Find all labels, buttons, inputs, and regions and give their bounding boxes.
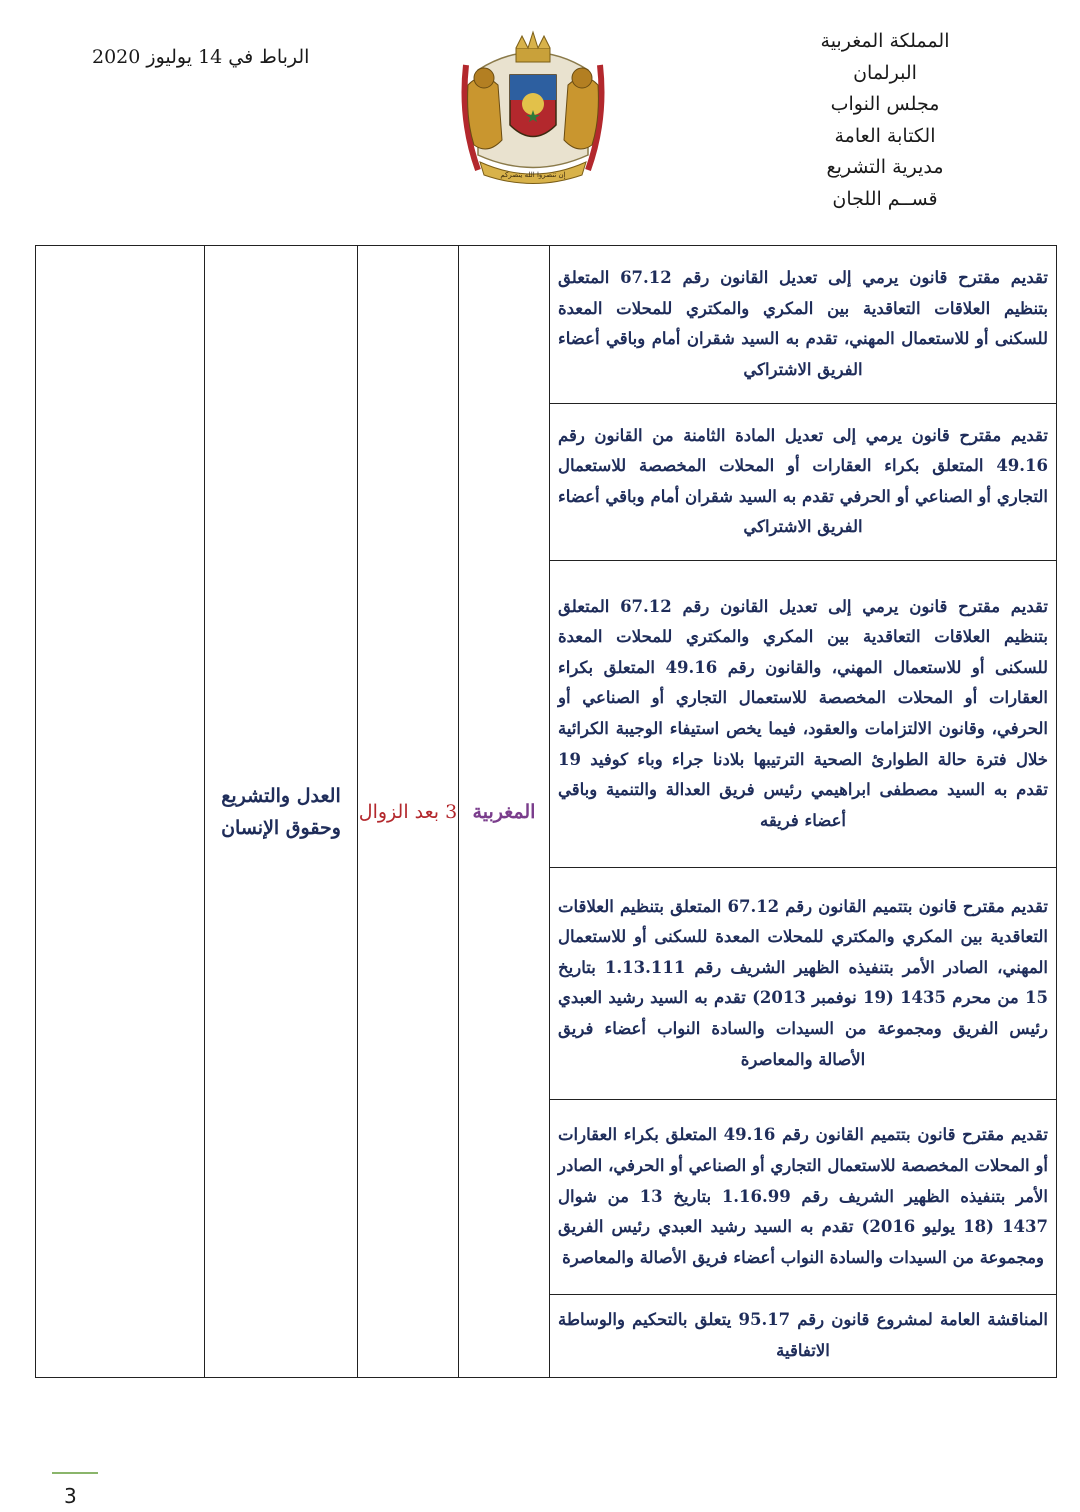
page-number: 3 [64,1484,77,1508]
agenda-table [35,245,1057,1378]
coat-of-arms-emblem [458,30,608,190]
footer-rule [52,1472,98,1474]
organization-header [780,26,990,215]
org-line-directorate: مديرية التشريع [826,156,944,178]
emblem-shield [510,75,556,137]
empty-cell [36,246,205,1378]
agenda-item-4: تقديم مقترح قانون بتتميم القانون رقم 67.12 المتعلق بتنظيم العلاقات التعاقدية بين المكري والمكتري للمحلات المعدة للسكنى أو للاستعمال المهني، الصادر الأمر بتنفيذه الظهير الشريف رقم 1.13.111 بتاريخ 15 من محرم 1435 (19 نوفمبر 2013) تقدم به السيد رشيد العبدي رئيس الفريق ومجموعة من السيدات والسادة النواب أعضاء فريق الأصالة والمعاصرة [550,867,1057,1099]
agenda-item-6: المناقشة العامة لمشروع قانون رقم 95.17 يتعلق بالتحكيم والوساطة الاتفاقية [550,1294,1057,1377]
org-line-house: مجلس النواب [830,93,940,115]
org-line-committees: قســم اللجان [832,187,938,210]
hall-cell: المغربية [459,246,550,1378]
time-cell: 3 بعد الزوال [358,246,459,1378]
committee-cell: العدل والتشريع وحقوق الإنسان [205,246,358,1378]
org-line-secretariat: الكتابة العامة [834,124,936,147]
agenda-item-3: تقديم مقترح قانون يرمي إلى تعديل القانون رقم 67.12 المتعلق بتنظيم العلاقات التعاقدية بين المكري والمكتري للمحلات المعدة للسكنى أو للاستعمال المهني، والقانون رقم 49.16 المتعلق بكراء العقارات أو المحلات المخصصة للاستعمال التجاري أو الصناعي أو الحرفي، وقانون الالتزامات والعقود، فيما يخص استيفاء الوجيبة الكرائية خلال فترة حالة الطوارئ الصحية الترتيبها بلادنا جراء وباء كوفيد 19 تقدم به السيد مصطفى ابراهيمي رئيس فريق العدالة والتنمية وباقي أعضاء فريقه [550,561,1057,868]
emblem-motto: إن تنصروا الله ينصركم [500,171,566,179]
org-line-parliament: البرلمان [853,61,917,84]
document-date: الرباط في 14 يوليوز 2020 [92,46,310,68]
agenda-row [36,246,1057,404]
org-line-kingdom: المملكة المغربية [820,30,950,52]
emblem-crown [516,32,550,62]
agenda-item-5: تقديم مقترح قانون بتتميم القانون رقم 49.16 المتعلق بكراء العقارات أو المحلات المخصصة للاستعمال التجاري أو الصناعي أو الحرفي، الصادر الأمر بتنفيذه الظهير الشريف رقم 1.16.99 بتاريخ 13 من شوال 1437 (18 يوليو 2016) تقدم به السيد رشيد العبدي رئيس الفريق ومجموعة من السيدات والسادة النواب أعضاء فريق الأصالة والمعاصرة [550,1100,1057,1295]
agenda-item-1: تقديم مقترح قانون يرمي إلى تعديل القانون رقم 67.12 المتعلق بتنظيم العلاقات التعاقدية بين المكري والمكتري للمحلات المعدة للسكنى أو للاستعمال المهني، تقدم به السيد شقران أمام وباقي أعضاء الفريق الاشتراكي [550,246,1057,404]
agenda-item-2: تقديم مقترح قانون يرمي إلى تعديل المادة الثامنة من القانون رقم 49.16 المتعلق بكراء العقارات أو المحلات المخصصة للاستعمال التجاري أو الصناعي أو الحرفي تقدم به السيد شقران أمام وباقي أعضاء الفريق الاشتراكي [550,403,1057,561]
